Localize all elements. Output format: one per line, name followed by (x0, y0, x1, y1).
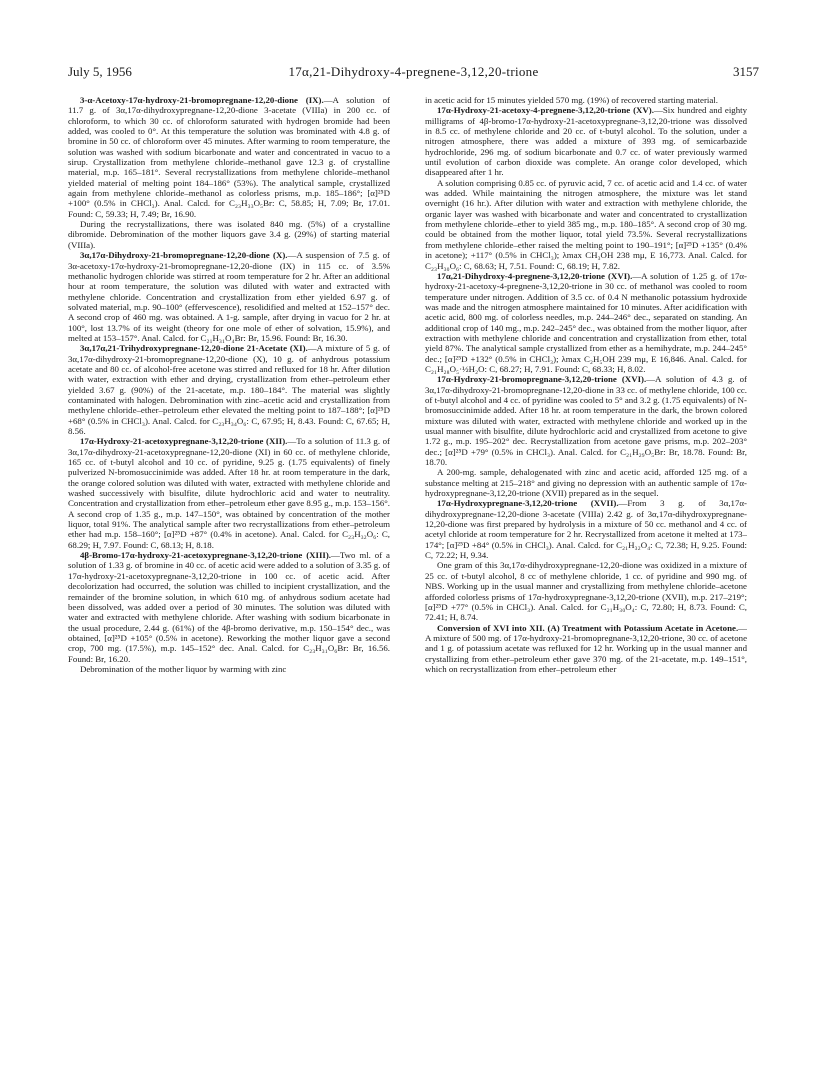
paragraph-text: A solution comprising 0.85 cc. of pyruvic acid, 7 cc. of acetic acid and 1.4 cc. of water was added. While maintaining the nitrogen atmosphere, the mixture was let stand overnight (16 hr.). After dilution with water and extraction with methylene chloride, the organic layer was washed with bicarbonate and water and concentrated to crystallization from methylene chloride–ether to yield 385 mg., m.p. 180–185°. A second crop of 30 mg. could be obtained from the mother liquor, total yield 73.5%. Several recrystallizations from methylene chloride–ether raised the melting point to 190–191°; [α]²⁵D +135° (0.4% in acetone); +117° (0.5% in CHCl₃); λmax CH₃OH 238 mμ, E 16,773. Anal. Calcd. for C₂₃H₃₀O₆: C, 68.63; H, 7.51. Found: C, 68.19; H, 7.82. (425, 177, 747, 271)
paragraph-text: —A solution of 4.3 g. of 3α,17α-dihydroxy-21-bromopregnane-12,20-dione in 33 cc. of methylene chloride, 100 cc. of t-butyl alcohol and 4 cc. of pyridine was cooled to 5° and 3.2 g. (1.75 equivalents) of N-bromosuccinimide added. After 18 hr. at room temperature in the dark, the brown colored mixture was diluted with water, extracted with methylene chloride and worked up in the usual manner with bisulfite, dilute hydrochloric acid and crystallized from acetone to give 1.72 g., m.p. 195–202° dec. Recrystallization from acetone gave prisms, m.p. 202–203° dec.; [α]²⁵D +79° (0.5% in CHCl₃). Anal. Calcd. for C₂₁H₂₉O₅Br: Br, 18.78. Found: Br, 18.70. (425, 374, 747, 468)
section-heading: 3α,17α-Dihydroxy-21-bromopregnane-12,20-dione (X). (80, 250, 288, 261)
section-heading: 17α-Hydroxy-21-acetoxy-4-pregnene-3,12,20-trione (XV). (437, 105, 654, 116)
paragraph (68, 95, 390, 219)
section-heading: 4β-Bromo-17α-hydroxy-21-acetoxypregnane-3,12,20-trione (XIII). (80, 550, 332, 561)
section-heading: 17α-Hydroxy-21-bromopregnane-3,12,20-trione (XVI). (437, 374, 647, 385)
section-heading: 17α-Hydroxypregnane-3,12,20-trione (XVII). (437, 498, 619, 509)
paragraph-text: —A suspension of 7.5 g. of 3α-acetoxy-17α-hydroxy-21-bromopregnane-12,20-dione (IX) in 115 cc. of 3.5% methanolic hydrogen chloride was stirred at room temperature for 2 hr. After an additional hour at room temperature, the solution was diluted with water and extracted with methylene chloride. Concentration and crystallization from ether yielded 6.97 g. of solvated material, m.p. 90–100° (effervescence), resolidified and melted at 152–157° dec. A second crop of 460 mg. was obtained. A 1-g. sample, after drying in vacuo for 2 hr. at 100°, lost 13.7% of its weight (theory for one mole of ether of solvation, 15.9%), and melted at 153–157°. Anal. Calcd. for C₂₁H₃₁O₄Br: Br, 15.96. Found: Br, 16.30. (68, 250, 390, 343)
paragraph (68, 219, 390, 250)
section-heading: 17α,21-Dihydroxy-4-pregnene-3,12,20-trione (XVI). (437, 270, 633, 281)
paragraph-text: —To a solution of 11.3 g. of 3α,17α-dihydroxy-21-acetoxypregnane-12,20-dione (XI) in 60 cc. of methylene chloride, 165 cc. of t-butyl alcohol and 10 cc. of pyridine, 9.25 g. (1.75 equivalents) of finely pulverized N-bromosuccinimide was added. After 18 hr. at room temperature in the dark, the orange colored solution was diluted with water, extracted with methylene chloride and washed successively with bisulfite, dilute hydrochloric acid and water to neutrality. Concentration and crystallization from ether–petroleum ether gave 8.95 g., m.p. 153–156°. A second crop of 1.35 g., m.p. 147–150°, was obtained by concentration of the mother liquor, total 91%. The analytical sample after two recrystallizations from ether–petroleum ether had m.p. 158–160°; [α]²⁵D +87° (0.4% in acetone). Anal. Calcd. for C₂₃H₃₂O₆: C, 68.29; H, 7.97. Found: C, 68.13; H, 8.18. (68, 436, 390, 550)
paragraph-text: in acetic acid for 15 minutes yielded 570 mg. (19%) of recovered starting material. (425, 95, 718, 105)
paragraph-text: Debromination of the mother liquor by warming with zinc (80, 663, 287, 674)
paragraph (425, 271, 747, 374)
paragraph (68, 343, 390, 436)
paragraph-text: —A solution of 1.25 g. of 17α-hydroxy-21-acetoxy-4-pregnene-3,12,20-trione in 30 cc. of methanol was cooled to room temperature under nitrogen. Addition of 3.5 cc. of 0.4 N methanolic potassium hydroxide was made and the nitrogen atmosphere maintained for 10 minutes. After acidification with acetic acid, 800 mg. of colorless needles, m.p. 244–246° dec., separated on standing. An additional crop of 140 mg., m.p. 242–245° dec., was obtained from the mother liquor, after extraction with methylene chloride and concentration and crystallization from ether, total yield 87%. The analytical sample crystallized from ether as a hemihydrate, m.p. 244–245° dec.; [α]²⁵D +132° (0.5% in CHCl₃); λmax C₂H₅OH 239 mμ, E 16,846. Anal. Calcd. for C₂₁H₂₈O₅·½H₂O: C, 68.27; H, 7.91. Found: C, 68.33; H, 8.02. (425, 270, 747, 374)
running-head (68, 62, 759, 82)
paragraph-text: —Six hundred and eighty milligrams of 4β-bromo-17α-hydroxy-21-acetoxypregnane-3,12,20-trione was dissolved in 8.5 cc. of methylene chloride and 20 cc. of t-butyl alcohol. To the solution, under a nitrogen atmosphere, there was added a mixture of 393 mg. of semicarbazide hydrochloride, 296 mg. of sodium bicarbonate and 0.7 cc. of water previously warmed until evolution of carbon dioxide was complete. An orange color developed, which disappeared after 1 hr. (425, 105, 747, 178)
paragraph (425, 374, 747, 467)
paragraph (68, 664, 390, 674)
paragraph (68, 250, 390, 343)
section-heading: 17α-Hydroxy-21-acetoxypregnane-3,12,20-trione (XII). (80, 436, 288, 447)
paragraph-text: —From 3 g. of 3α,17α-dihydroxypregnane-12,20-dione 3-acetate (VIIIa) 2.42 g. of 3α,17α-dihydroxypregnane-12,20-dione was first prepared by hydrolysis in a mixture of 50 cc. methanol and 4 cc. of acetyl chloride at room temperature for 2 hr. Recrystallized from acetone it melted at 173–174°; [α]²⁵D +84° (0.5% in CHCl₃). Anal. Calcd. for C₂₁H₃₂O₄: C, 72.38; H, 9.25. Found: C, 72.22; H, 9.34. (425, 498, 747, 561)
paragraph-text: —A mixture of 500 mg. of 17α-hydroxy-21-bromopregnane-3,12,20-trione, 30 cc. of acetone and 1 g. of potassium acetate was refluxed for 12 hr. Working up in the usual manner and crystallizing from ether–petroleum ether gave 370 mg. of the 21-acetate, m.p. 149–151°, which on recrystallization from ether–petroleum ether (425, 622, 747, 674)
section-heading: 3α,17α,21-Trihydroxypregnane-12,20-dione 21-Acetate (XI). (80, 343, 308, 354)
paragraph-text: —A solution of 11.7 g. of 3α,17α-dihydroxypregnane-12,20-dione 3-acetate (VIIIa) in 200 cc. of chloroform, to which 30 cc. of chloroform saturated with hydrogen bromide had been added, was cooled to 0°. At this temperature the solution was brominated with 4.8 g. of bromine in 50 cc. of chloroform over 45 minutes. After warming to room temperature, the solution was washed with sodium bicarbonate and water and concentrated in vacuo to a sirup. Crystallization from methylene chloride–methanol gave 12.3 g. of crystalline material, m.p. 165–181°. Several recrystallizations from methylene chloride–methanol yielded material of melting point 184–186° (53%). The analytical sample, crystallized again from methylene chloride–methanol as colorless prisms, m.p. 185–186°; [α]²⁵D +100° (0.5% in CHCl₃). Anal. Calcd. for C₂₃H₃₃O₅Br: C, 58.85; H, 7.09; Br, 17.01. Found: C, 59.33; H, 7.49; Br, 16.90. (68, 95, 390, 219)
paragraph (425, 623, 747, 675)
paragraph (425, 498, 747, 560)
right-column (425, 95, 747, 1045)
paragraph-text: —A mixture of 5 g. of 3α,17α-dihydroxy-21-bromopregnane-12,20-dione (X), 10 g. of anhydrous potassium acetate and 80 cc. of alcohol-free acetone was stirred and refluxed for 18 hr. After dilution with water, extraction with ether and drying, crystallization from ether–petroleum ether yielded 3.67 g. (90%) of the 21-acetate, m.p. 180–184°. The material was slightly contaminated with halogen. Debromination with zinc–acetic acid and crystallization from methylene chloride–ether–petroleum ether elevated the melting point to 187–188°; [α]²⁵D +68° (0.5% in CHCl₃). Anal. Calcd. for C₂₃H₃₄O₆: C, 67.95; H, 8.43. Found: C, 67.65; H, 8.56. (68, 343, 390, 436)
header-title: 17α,21-Dihydroxy-4-pregnene-3,12,20-trione (288, 64, 539, 79)
left-column (68, 95, 390, 1045)
paragraph (425, 467, 747, 498)
paragraph (425, 178, 747, 271)
paragraph (425, 560, 747, 622)
paragraph (425, 95, 747, 105)
paragraph-text: During the recrystallizations, there was isolated 840 mg. (5%) of a crystalline dibromide. Debromination of the mother liquors gave 3.4 g. (29%) of starting material (VIIIa). (68, 219, 390, 250)
paragraph (68, 436, 390, 550)
paragraph (68, 550, 390, 664)
paragraph-text: One gram of this 3α,17α-dihydroxypregnane-12,20-dione was oxidized in a mixture of 25 cc. of t-butyl alcohol, 8 cc of methylene chloride, 1 cc. of pyridine and 990 mg. of NBS. Working up in the usual manner and crystallizing from methylene chloride–acetone afforded colorless prisms of 17α-hydroxypregnane-3,12,20-trione (XVII), m.p. 217–219°; [α]²⁵D +77° (0.5% in CHCl₃). Anal. Calcd. for C₂₁H₃₀O₄: C, 72.80; H, 8.73. Found: C, 72.41; H, 8.74. (425, 560, 747, 623)
paragraph-text: —Two ml. of a solution of 1.33 g. of bromine in 40 cc. of acetic acid were added to a solution of 3.35 g. of 17α-hydroxy-21-acetoxypregnane-3,12,20-trione in 100 cc. of acetic acid. After decolorization had occurred, the solution was chilled to incipient crystallization, and the remainder of the bromine solution, in which 610 mg. of anhydrous sodium acetate had been dissolved, was added over a period of 30 minutes. The solution was diluted with water and extracted with methylene chloride. After washing with sodium bicarbonate in the usual procedure, 2.44 g. (61%) of the 4β-bromo derivative, m.p. 150–154° dec., was obtained, [α]²⁵D +105° (0.5% in acetone). Reworking the mother liquor gave a second crop, 700 mg. (17.5%), m.p. 145–152° dec. Anal. Calcd. for C₂₃H₃₁O₆Br: Br, 16.56. Found: Br, 16.20. (68, 550, 390, 664)
paragraph-text: A 200-mg. sample, dehalogenated with zinc and acetic acid, afforded 125 mg. of a substance melting at 215–218° and giving no depression with an authentic sample of 17α-hydroxypregnane-3,12,20-trione (XVII) prepared as in the sequel. (425, 467, 747, 499)
page-number: 3157 (733, 64, 759, 79)
paragraph (425, 105, 747, 177)
header-date: July 5, 1956 (68, 64, 132, 79)
section-heading: 3-α-Acetoxy-17α-hydroxy-21-bromopregnane-12,20-dione (IX). (80, 95, 324, 105)
section-heading: Conversion of XVI into XII. (A) Treatment with Potassium Acetate in Acetone. (437, 622, 739, 633)
